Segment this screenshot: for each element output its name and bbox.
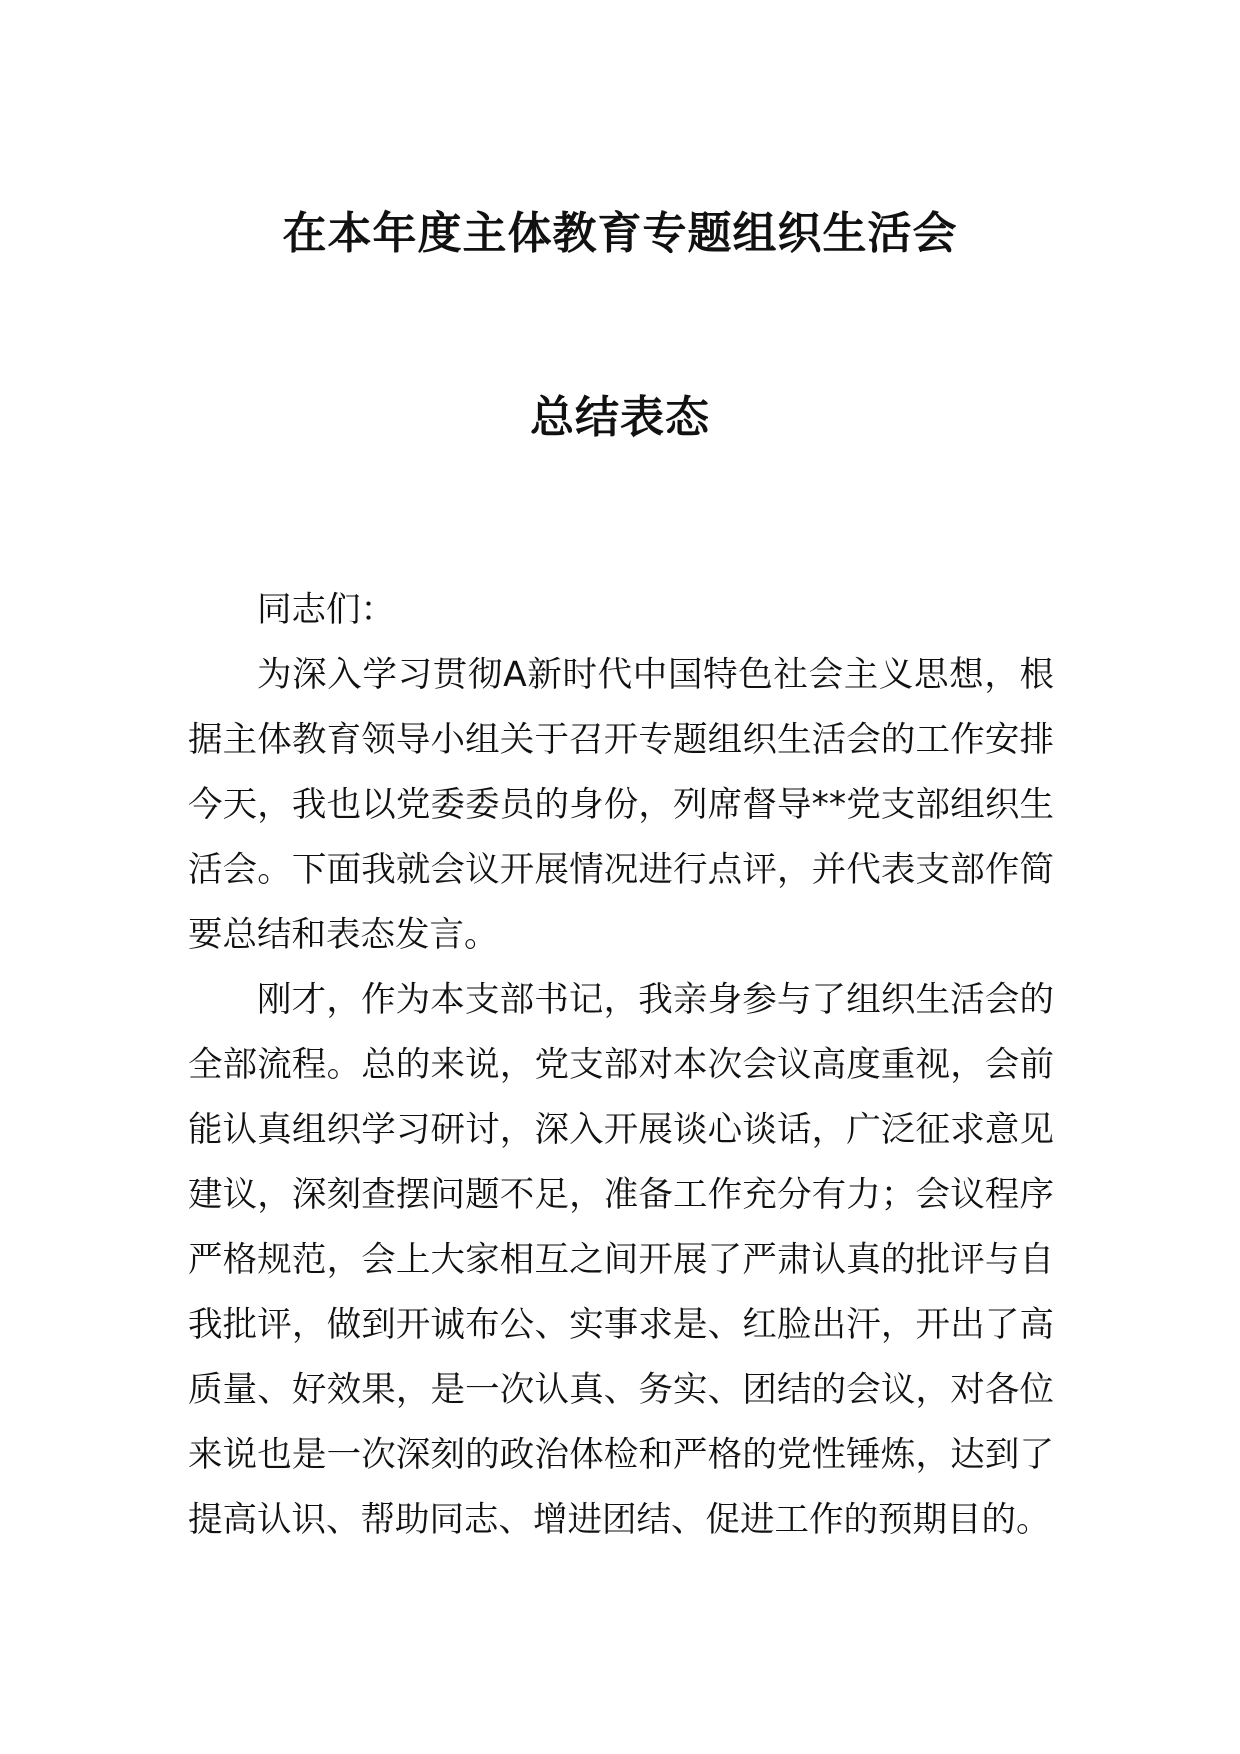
document-title-line-2: 总结表态 bbox=[530, 392, 710, 443]
paragraph-2: 刚才，作为本支部书记，我亲身参与了组织生活会的全部流程。总的来说，党支部对本次会议高度重视，会前能认真组织学习研讨，深入开展谈心谈话，广泛征求意见建议，深刻查摆问题不足，准备工作充分有力；会议程序严格规范，会上大家相互之间开展了严肃认真的批评与自我批评，做到开诚布公、实事求是、红脸出汗，开出了高质量、好效果，是一次认真、务实、团结的会议，对各位来说也是一次深刻的政治体检和严格的党性锤炼，达到了提高认识、帮助同志、增进团结、促进工作的预期目的。 bbox=[188, 980, 1054, 1540]
paragraph-1: 为深入学习贯彻A新时代中国特色社会主义思想，根据主体教育领导小组关于召开专题组织生活会的工作安排今天，我也以党委委员的身份，列席督导**党支部组织生活会。下面我就会议开展情况进行点评，并代表支部作简要总结和表态发言。 bbox=[188, 655, 1054, 955]
document-title-line-1: 在本年度主体教育专题组织生活会 bbox=[282, 208, 958, 259]
salutation: 同志们： bbox=[257, 590, 395, 630]
document-body bbox=[188, 578, 1054, 1553]
